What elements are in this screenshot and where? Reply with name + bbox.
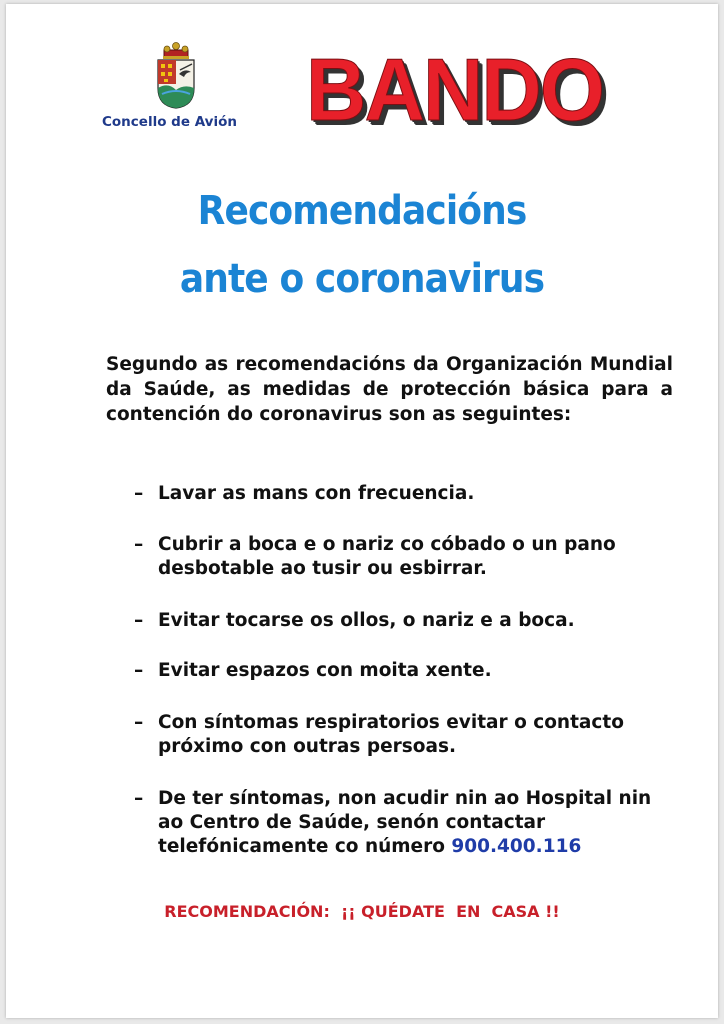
notice-sheet [6,4,718,1018]
bullet-dash: – [134,610,144,631]
list-item-text: Lavar as mans con frecuencia. [158,483,475,504]
list-item [134,609,674,633]
title-line-1: Recomendacións [197,188,527,234]
bullet-dash: – [134,712,144,733]
list-item-text: Cubrir a boca e o nariz co cóbado o un pano desbotable ao tusir ou esbirrar. [158,534,616,579]
list-item-text: Con síntomas respiratorios evitar o contacto próximo con outras persoas. [158,712,624,757]
municipality-name: Concello de Avión [102,114,237,130]
coat-of-arms-icon [154,42,198,110]
recommendations-list [134,482,674,859]
intro-paragraph: Segundo as recomendacións da Organización Mundial da Saúde, as medidas de protección básica para a contención do coronavirus son as seguintes: [106,354,673,425]
list-item-text: Evitar espazos con moita xente. [158,660,492,681]
bullet-dash: – [134,660,144,681]
list-item [134,659,674,683]
bando-heading: BANDO [306,40,604,139]
list-item [134,482,674,506]
bullet-dash: – [134,534,144,555]
bullet-dash: – [134,788,144,809]
list-item [134,711,674,759]
list-item-text: De ter síntomas, non acudir nin ao Hospital nin ao Centro de Saúde, senón contactar telefónicamente co número [158,788,652,857]
municipality-logo [102,42,262,134]
list-item-text: Evitar tocarse os ollos, o nariz e a boca. [158,610,575,631]
title-line-2: ante o coronavirus [179,256,545,302]
list-item [134,787,674,859]
bullet-dash: – [134,483,144,504]
list-item [134,533,674,581]
footer-recommendation: RECOMENDACIÓN: ¡¡ QUÉDATE EN CASA !! [164,902,560,921]
phone-number[interactable]: 900.400.116 [451,836,582,857]
